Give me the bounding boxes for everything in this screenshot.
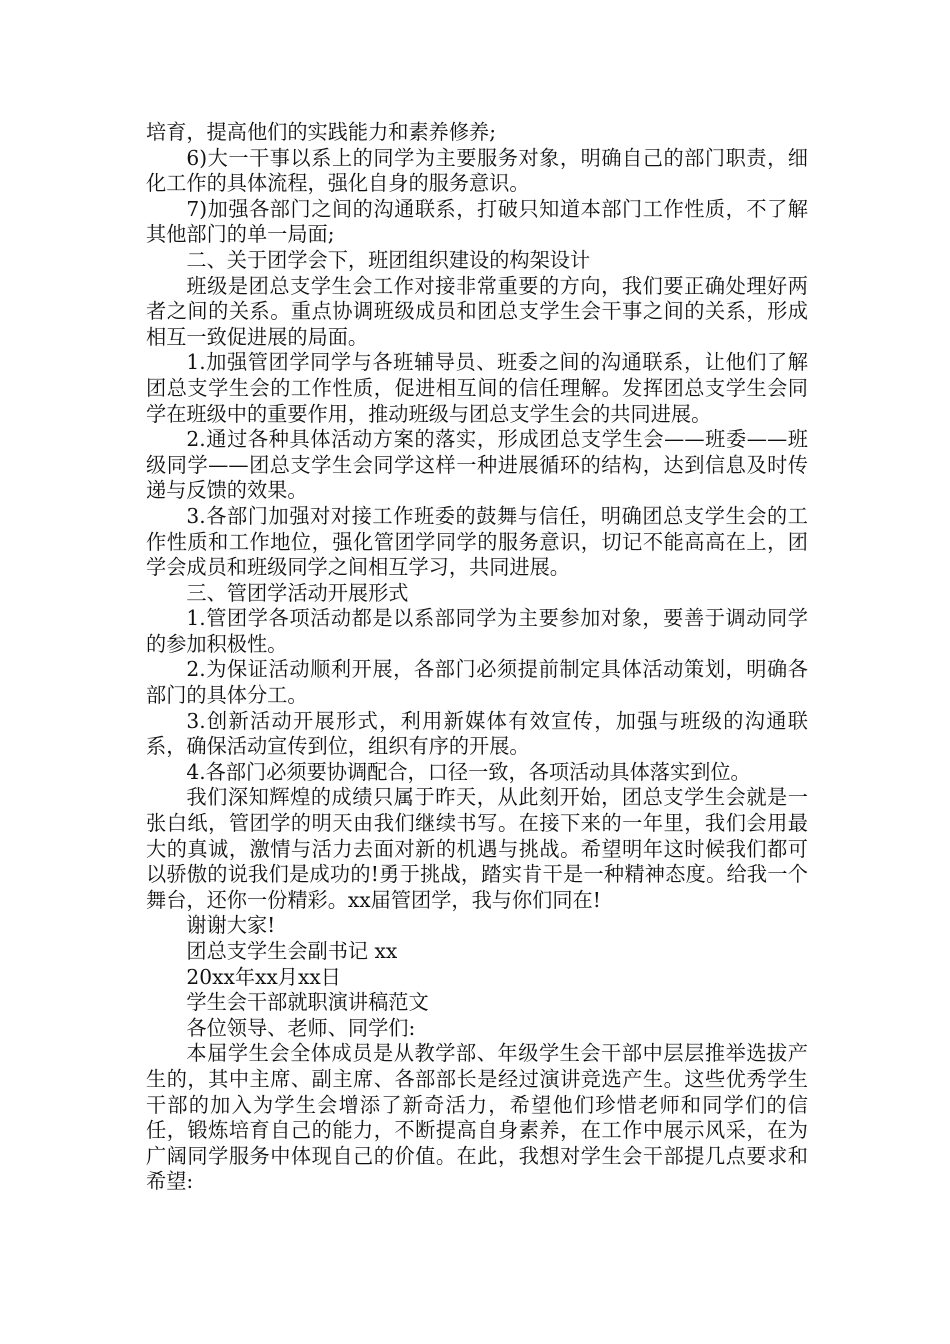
paragraph-13: 4.各部门必须要协调配合，口径一致，各项活动具体落实到位。 <box>186 759 751 784</box>
paragraph-7: 2.通过各种具体活动方案的落实，形成团总支学生会——班委——班级同学——团总支学生会同学这样一种进展循环的结构，达到信息及时传递与反馈的效果。 <box>146 427 808 503</box>
paragraph-11: 2.为保证活动顺利开展，各部门必须提前制定具体活动策划，明确各部门的具体分工。 <box>146 657 808 708</box>
closing-thanks: 谢谢大家! <box>186 913 276 938</box>
paragraph-3: 7)加强各部门之间的沟通联系，打破只知道本部门工作性质，不了解其他部门的单一局面; <box>146 196 808 247</box>
paragraph-10: 1.管团学各项活动都是以系部同学为主要参加对象，要善于调动同学的参加积极性。 <box>146 606 808 656</box>
date-line: 20xx年xx月xx日 <box>186 964 341 989</box>
section-heading-2: 二、关于团学会下，班团组织建设的构架设计 <box>186 247 591 272</box>
document-page <box>146 120 808 1195</box>
salutation: 各位领导、老师、同学们: <box>186 1015 416 1040</box>
section-heading-3: 三、管团学活动开展形式 <box>186 580 409 605</box>
signature-line: 团总支学生会副书记 xx <box>186 939 398 963</box>
paragraph-8: 3.各部门加强对对接工作班委的鼓舞与信任，明确团总支学生会的工作性质和工作地位，强化管团学同学的服务意识，切记不能高高在上，团学会成员和班级同学之间相互学习，共同进展。 <box>146 503 808 580</box>
document-title: 学生会干部就职演讲稿范文 <box>186 990 429 1015</box>
paragraph-14: 我们深知辉煌的成绩只属于昨天，从此刻开始，团总支学生会就是一张白纸，管团学的明天由我们继续书写。在接下来的一年里，我们会用最大的真诚，激情与活力去面对新的机遇与挑战。希望明年这时候我们都可以骄傲的说我们是成功的!勇于挑战，踏实肯干是一种精神态度。给我一个舞台，还你一份精彩。xx届管团学，我与你们同在! <box>146 785 808 912</box>
paragraph-2: 6)大一干事以系上的同学为主要服务对象，明确自己的部门职责，细化工作的具体流程，强化自身的服务意识。 <box>146 145 808 196</box>
paragraph-20: 本届学生会全体成员是从教学部、年级学生会干部中层层推举选拔产生的，其中主席、副主席、各部部长是经过演讲竞选产生。这些优秀学生干部的加入为学生会增添了新奇活力，希望他们珍惜老师和同学们的信任，锻炼培育自己的能力，不断提高自身素养，在工作中展示风采，在为广阔同学服务中体现自己的价值。在此，我想对学生会干部提几点要求和希望: <box>146 1041 808 1194</box>
paragraph-1: 培育，提高他们的实践能力和素养修养; <box>146 120 496 144</box>
paragraph-6: 1.加强管团学同学与各班辅导员、班委之间的沟通联系，让他们了解团总支学生会的工作性质，促进相互间的信任理解。发挥团总支学生会同学在班级中的重要作用，推动班级与团总支学生会的共同进展。 <box>146 350 808 426</box>
paragraph-12: 3.创新活动开展形式，利用新媒体有效宣传，加强与班级的沟通联系，确保活动宣传到位，组织有序的开展。 <box>146 708 808 759</box>
paragraph-5: 班级是团总支学生会工作对接非常重要的方向，我们要正确处理好两者之间的关系。重点协调班级成员和团总支学生会干事之间的关系，形成相互一致促进展的局面。 <box>146 273 808 349</box>
